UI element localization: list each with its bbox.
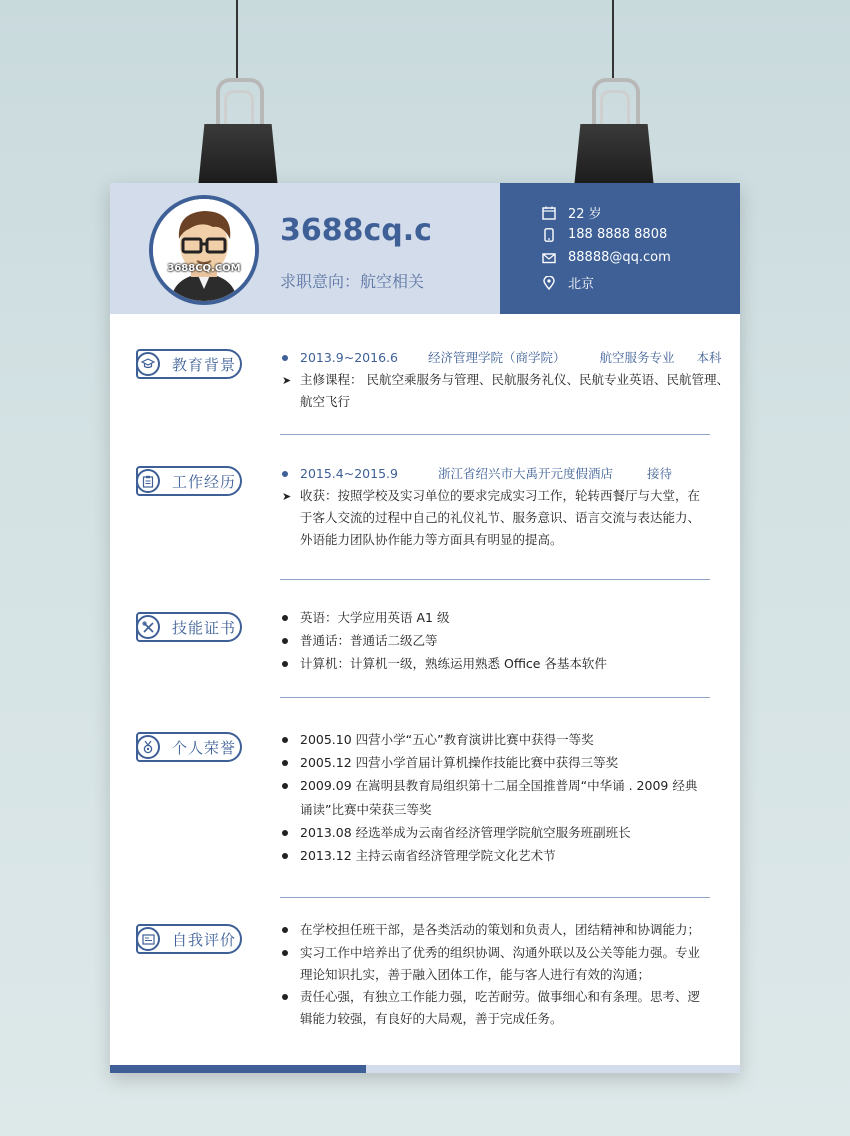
self-item-continued: 辑能力较强，有良好的大局观，善于完成任务。 <box>300 1011 563 1026</box>
section-title-work: 工作经历 <box>172 472 237 491</box>
contact-age <box>542 203 602 222</box>
education-major: 航空服务专业 <box>599 350 675 365</box>
education-courses-line1: ➤ 主修课程： 民航空乘服务与管理、民航服务礼仪、民航专业英语、民航管理、 <box>282 369 729 392</box>
arrow-icon: ➤ <box>282 490 292 503</box>
section-title-self: 自我评价 <box>172 930 237 949</box>
phone-icon <box>542 228 556 242</box>
divider <box>280 897 710 898</box>
arrow-icon: ➤ <box>282 374 292 387</box>
binder-clip-left <box>210 70 266 190</box>
medal-icon <box>136 735 160 759</box>
skill-item: 计算机：计算机一级，熟练运用熟悉 Office 各基本软件 <box>282 653 607 675</box>
graduation-cap-icon <box>136 352 160 376</box>
hanging-string-right <box>612 0 614 80</box>
mail-icon <box>542 251 556 265</box>
self-item: 在学校担任班干部，是各类活动的策划和负责人，团结精神和协调能力； <box>282 919 700 941</box>
age-text: 22 岁 <box>568 207 602 222</box>
education-school: 经济管理学院（商学院） <box>427 350 566 365</box>
section-tag-honors <box>136 732 242 762</box>
education-period: 2013.9~2016.6 <box>300 350 398 365</box>
skill-item: 英语：大学应用英语 A1 级 <box>282 607 449 629</box>
hanging-string-left <box>236 0 238 80</box>
education-degree: 本科 <box>696 350 722 365</box>
section-title-honors: 个人荣誉 <box>172 738 237 757</box>
self-item-continued: 理论知识扎实，善于融入团体工作，能与客人进行有效的沟通； <box>300 967 651 982</box>
section-tag-work <box>136 466 242 496</box>
avatar-watermark: 3688CQ.COM <box>167 263 241 274</box>
work-period: 2015.4~2015.9 <box>300 466 398 481</box>
section-title-education: 教育背景 <box>172 355 237 374</box>
contact-email <box>542 250 671 265</box>
honor-item: 2013.08 经选举成为云南省经济管理学院航空服务班副班长 <box>282 822 631 844</box>
location-pin-icon <box>542 276 556 290</box>
skill-item: 普通话：普通话二级乙等 <box>282 630 438 652</box>
tools-icon <box>136 615 160 639</box>
email-text: 88888@qq.com <box>568 250 671 265</box>
section-title-skills: 技能证书 <box>172 618 237 637</box>
contact-city <box>542 273 594 292</box>
contact-phone <box>542 227 667 242</box>
bottom-bar <box>110 1065 740 1073</box>
work-company: 浙江省绍兴市大禹开元度假酒店 <box>437 466 613 481</box>
work-desc-line1: ➤ 收获：按照学校及实习单位的要求完成实习工作，轮转西餐厅与大堂，在 <box>282 485 700 508</box>
candidate-name: 3688cq.c <box>280 213 432 248</box>
calendar-icon <box>542 206 556 220</box>
city-text: 北京 <box>568 277 595 292</box>
self-item: 实习工作中培养出了优秀的组织协调、沟通外联以及公关等能力强。专业 <box>282 942 700 964</box>
self-item: 责任心强，有独立工作能力强，吃苦耐劳。做事细心和有条理。思考、逻 <box>282 986 700 1008</box>
contact-panel <box>500 183 740 314</box>
id-card-icon <box>136 927 160 951</box>
section-tag-skills <box>136 612 242 642</box>
divider <box>280 579 710 580</box>
work-desc-line3: 外语能力团队协作能力等方面具有明显的提高。 <box>300 532 563 547</box>
education-entry <box>282 347 721 369</box>
honor-item: 2005.10 四营小学“五心”教育演讲比赛中获得一等奖 <box>282 729 594 751</box>
phone-text: 188 8888 8808 <box>568 227 668 242</box>
divider <box>280 434 710 435</box>
honor-item: 2005.12 四营小学首届计算机操作技能比赛中获得三等奖 <box>282 752 618 774</box>
section-tag-education <box>136 349 242 379</box>
resume-header <box>110 183 740 314</box>
honor-item: 2009.09 在嵩明县教育局组织第十二届全国推普周“中华诵 . 2009 经典 <box>282 775 697 797</box>
work-entry <box>282 463 672 485</box>
resume-sheet <box>110 183 740 1073</box>
education-courses-line2: 航空飞行 <box>300 394 351 409</box>
binder-clip-right <box>586 70 642 190</box>
job-intent: 求职意向：航空相关 <box>280 272 425 291</box>
work-role: 接待 <box>646 466 672 481</box>
work-desc-line2: 于客人交流的过程中自己的礼仪礼节、服务意识、语言交流与表达能力、 <box>300 510 701 525</box>
avatar <box>149 195 259 305</box>
honor-item: 2013.12 主持云南省经济管理学院文化艺术节 <box>282 845 556 867</box>
divider <box>280 697 710 698</box>
honor-item-continued: 诵读”比赛中荣获三等奖 <box>300 802 432 817</box>
clipboard-icon <box>136 469 160 493</box>
section-tag-self <box>136 924 242 954</box>
